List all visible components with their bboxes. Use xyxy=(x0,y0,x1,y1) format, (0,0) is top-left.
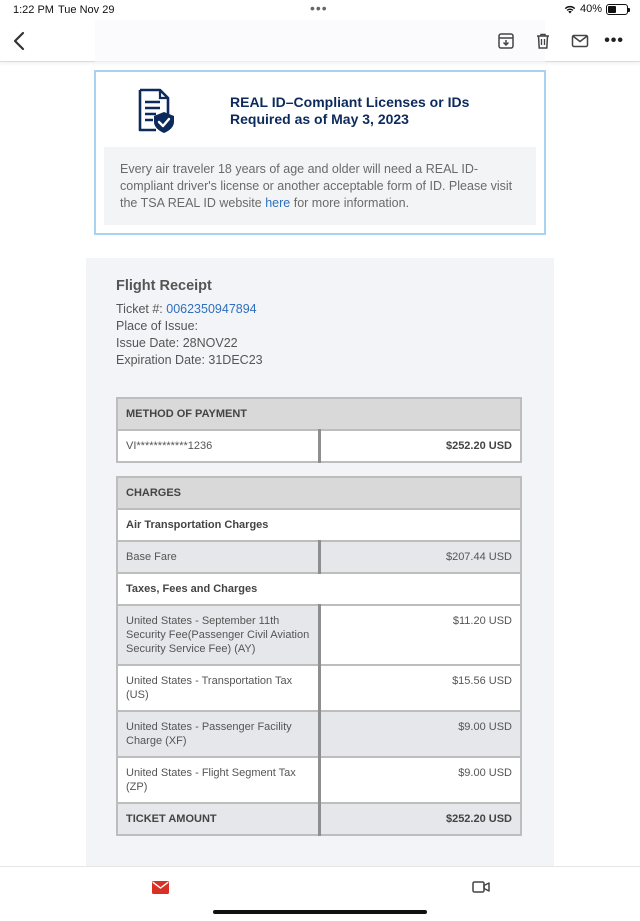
banner-info-text-end: for more information. xyxy=(290,196,410,210)
ticket-amount-label: TICKET AMOUNT xyxy=(117,803,319,835)
ticket-amount-value: $252.20 USD xyxy=(319,803,521,835)
wifi-icon xyxy=(564,4,576,14)
base-fare-label: Base Fare xyxy=(117,541,319,573)
place-of-issue: Place of Issue: xyxy=(116,319,198,333)
payment-header: METHOD OF PAYMENT xyxy=(117,398,521,430)
home-indicator[interactable] xyxy=(213,910,427,914)
table-row xyxy=(117,711,521,757)
banner-title xyxy=(230,94,530,128)
payment-amount: $252.20 USD xyxy=(319,430,521,462)
tax-label: United States - Passenger Facility Charge (XF) xyxy=(117,711,319,757)
ticket-label: Ticket #: xyxy=(116,302,167,316)
document-shield-icon xyxy=(136,88,176,134)
tax-value: $9.00 USD xyxy=(319,711,521,757)
tax-value: $15.56 USD xyxy=(319,665,521,711)
mail-icon[interactable] xyxy=(571,32,589,50)
trash-icon[interactable] xyxy=(534,32,552,50)
charges-header: CHARGES xyxy=(117,477,521,509)
table-row xyxy=(117,665,521,711)
banner-info-text: Every air traveler 18 years of age and older will need a REAL ID-compliant driver's license or another acceptable form of ID. Please visit the TSA REAL ID website xyxy=(120,162,513,210)
battery-percent: 40% xyxy=(579,3,602,15)
charges-table xyxy=(116,476,522,836)
tax-label: United States - September 11th Security Fee(Passenger Civil Aviation Security Service Fee) (AY) xyxy=(117,605,319,665)
status-right xyxy=(564,3,628,15)
status-time: 1:22 PM xyxy=(13,4,54,16)
tax-label: United States - Transportation Tax (US) xyxy=(117,665,319,711)
ticket-number-line xyxy=(116,302,257,316)
battery-icon xyxy=(606,4,628,15)
archive-icon[interactable] xyxy=(497,32,515,50)
flight-receipt xyxy=(86,258,554,870)
more-icon[interactable]: ••• xyxy=(604,32,624,49)
banner-title-line1: REAL ID–Compliant Licenses or IDs xyxy=(230,94,470,110)
tsa-link[interactable]: here xyxy=(265,196,291,210)
taxes-header: Taxes, Fees and Charges xyxy=(117,573,521,605)
receipt-title: Flight Receipt xyxy=(116,278,212,294)
mail-icon[interactable] xyxy=(152,881,169,894)
table-row xyxy=(117,757,521,803)
toolbar-background xyxy=(95,20,545,62)
real-id-banner xyxy=(94,70,546,235)
status-date: Tue Nov 29 xyxy=(58,4,115,16)
banner-info xyxy=(104,147,536,225)
expiration-date: Expiration Date: 31DEC23 xyxy=(116,353,263,367)
base-fare-value: $207.44 USD xyxy=(319,541,521,573)
payment-card: VI************1236 xyxy=(117,430,319,462)
tax-label: United States - Flight Segment Tax (ZP) xyxy=(117,757,319,803)
banner-title-line2: Required as of May 3, 2023 xyxy=(230,111,409,127)
table-row xyxy=(117,605,521,665)
multitask-dots-icon[interactable]: ••• xyxy=(310,0,328,16)
ticket-number-link[interactable]: 0062350947894 xyxy=(166,302,257,316)
air-transport-header: Air Transportation Charges xyxy=(117,509,521,541)
tax-value: $11.20 USD xyxy=(319,605,521,665)
video-icon[interactable] xyxy=(472,880,490,894)
payment-table xyxy=(116,397,522,463)
status-bar xyxy=(0,0,640,20)
tax-value: $9.00 USD xyxy=(319,757,521,803)
issue-date: Issue Date: 28NOV22 xyxy=(116,336,238,350)
chevron-left-icon[interactable] xyxy=(8,28,32,54)
email-toolbar xyxy=(0,20,640,62)
